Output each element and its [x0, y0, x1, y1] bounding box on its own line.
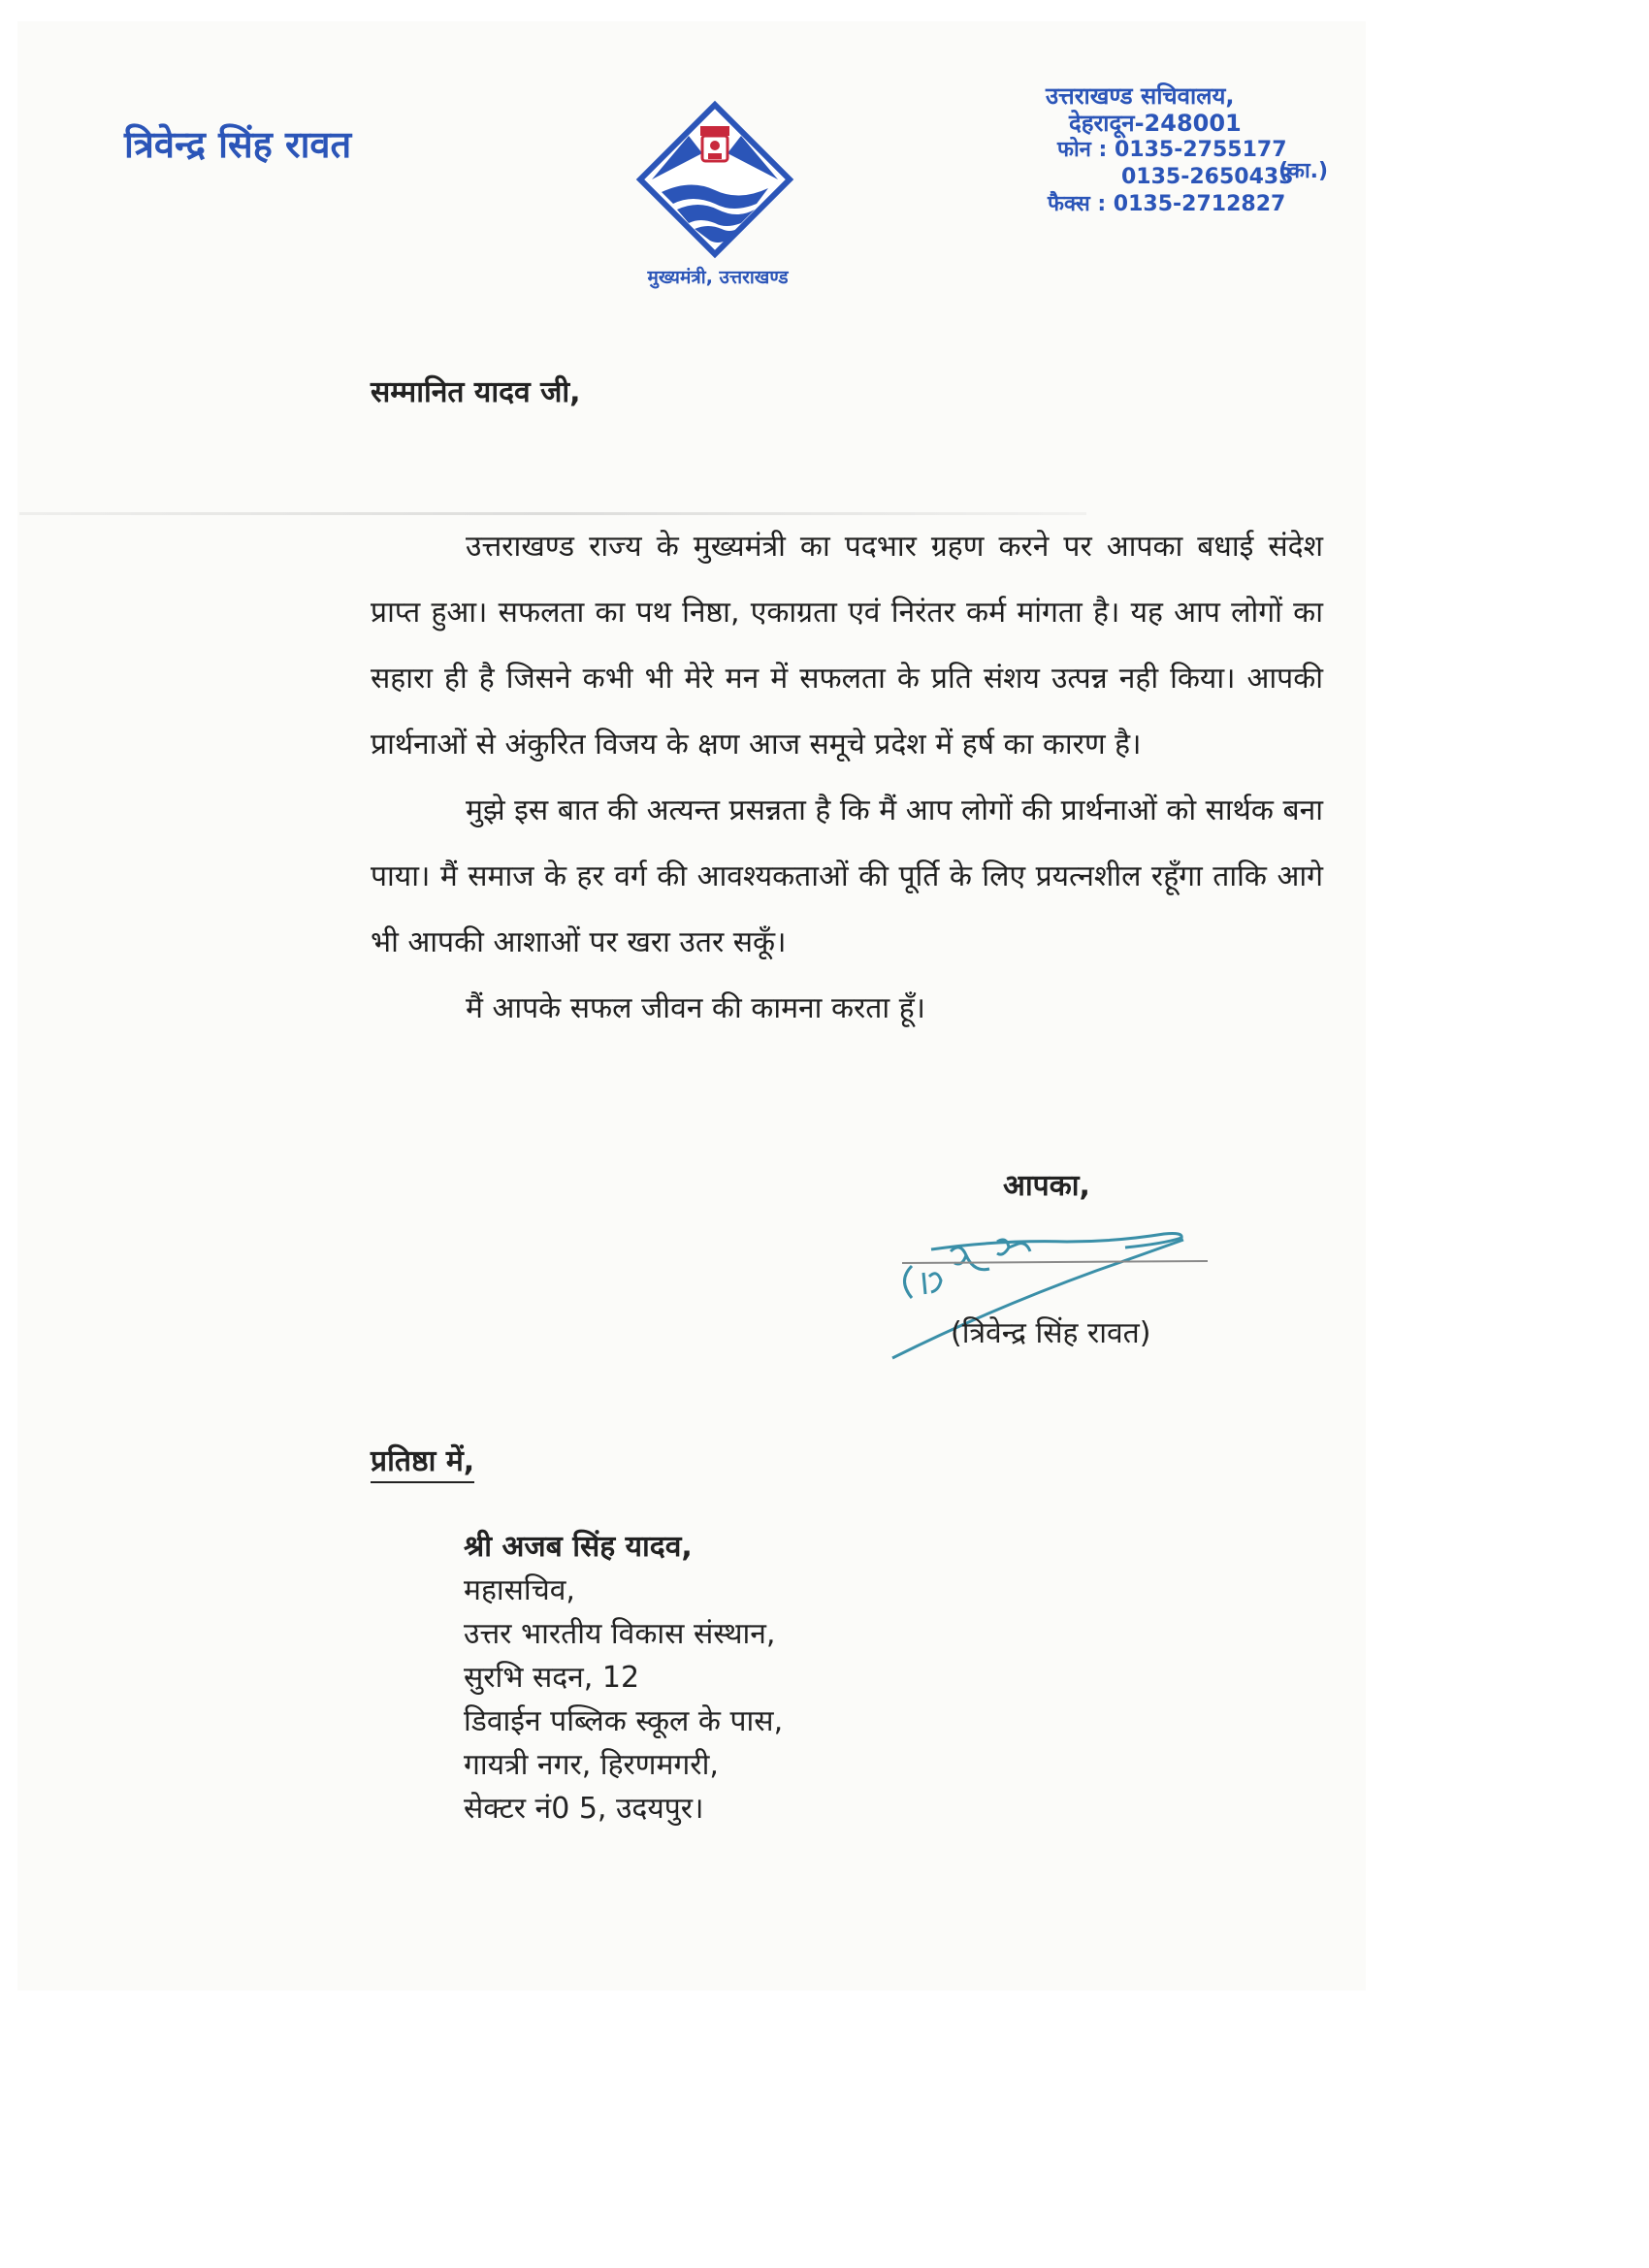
recipient-line: सुरभि सदन, 12: [464, 1661, 640, 1695]
body-paragraph: मैं आपके सफल जीवन की कामना करता हूँ।: [466, 991, 926, 1025]
recipient-address: [464, 1525, 783, 1831]
recipient-name: श्री अजब सिंह यादव,: [464, 1530, 693, 1564]
recipient-label: प्रतिष्ठा में,: [371, 1440, 474, 1483]
salutation: सम्मानित यादव जी,: [371, 375, 581, 409]
body-paragraph: उत्तराखण्ड राज्य के मुख्यमंत्री का पदभार ग्रहण करने पर आपका बधाई संदेश प्राप्त हुआ। सफलता का पथ निष्ठा, एकाग्रता एवं निरंतर कर्म मांगता है। यह आप लोगों का सहारा ही है जिसने कभी भी मेरे मन में सफलता के प्रति संशय उत्पन्न नही किया। आपकी प्रार्थनाओं से अंकुरित विजय के क्षण आज समूचे प्रदेश में हर्ष का कारण है।: [371, 530, 1323, 761]
recipient-line: सेक्टर नं0 5, उदयपुर।: [464, 1792, 704, 1826]
emblem-caption: मुख्यमंत्री, उत्तराखण्ड: [647, 267, 789, 288]
closing: आपका,: [1003, 1169, 1090, 1203]
recipient-line: उत्तर भारतीय विकास संस्थान,: [464, 1617, 776, 1651]
address-city: देहरादून-248001: [1069, 110, 1242, 137]
office-tag: (का.): [1278, 159, 1329, 183]
handwritten-signature: [873, 1213, 1222, 1377]
phone-number: फोन : 0135-2755177: [1057, 138, 1287, 162]
recipient-line: गायत्री नगर, हिरणमगरी,: [464, 1748, 719, 1782]
uttarakhand-emblem-icon: [632, 97, 797, 262]
recipient-line: महासचिव,: [464, 1573, 575, 1607]
signatory-name: (त्रिवेन्द्र सिंह रावत): [951, 1316, 1151, 1350]
body-paragraph: मुझे इस बात की अत्यन्त प्रसन्नता है कि मैं आप लोगों की प्रार्थनाओं को सार्थक बना पाया। मैं समाज के हर वर्ग की आवश्यकताओं की पूर्ति के लिए प्रयत्नशील रहूँगा ताकि आगे भी आपकी आशाओं पर खरा उतर सकूँ।: [371, 794, 1323, 959]
letterhead-address: [1028, 82, 1339, 218]
letter-body: [371, 514, 1323, 1042]
fax-number: फैक्स : 0135-2712827: [1048, 192, 1286, 216]
letterhead-name: त्रिवेन्द्र सिंह रावत: [124, 123, 352, 166]
recipient-line: डिवाईन पब्लिक स्कूल के पास,: [464, 1704, 784, 1738]
address-line: उत्तराखण्ड सचिवालय,: [1046, 82, 1235, 110]
phone-number-2: 0135-2650433: [1121, 165, 1294, 189]
